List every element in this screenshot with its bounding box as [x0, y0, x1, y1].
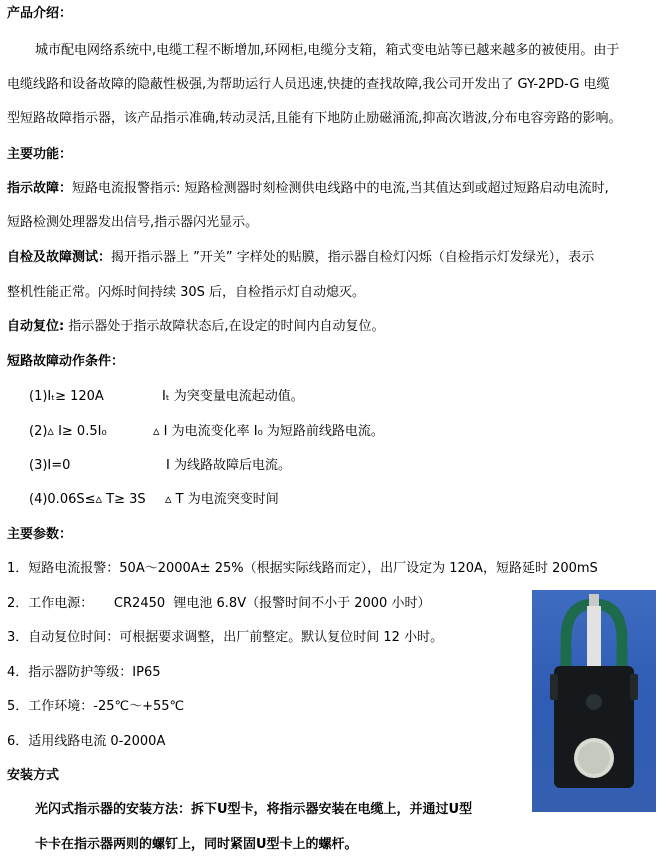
intro-line-2: 电缆线路和设备故障的隐蔽性极强,为帮助运行人员迅速,快捷的查找故障,我公司开发出了 GY-2PD-G 电缆 [7, 77, 610, 92]
fault-label: 指示故障： [7, 181, 73, 196]
reset-text: 指示器处于指示故障状态后,在设定的时间内自动复位。 [64, 319, 385, 334]
reset-line [7, 317, 384, 337]
condition-expr-3: (3)I=0 [29, 458, 71, 473]
intro-heading: 产品介绍： [7, 6, 73, 21]
param-item-6: 6．适用线路电流 0-2000A [7, 734, 166, 749]
condition-desc-4: ▵ T 为电流突变时间 [165, 492, 279, 507]
condition-expr-4: (4)0.06S≤▵ T≥ 3S [29, 492, 146, 507]
selfcheck-line [7, 248, 594, 268]
selfcheck-text: 揭开指示器上 ”开关” 字样处的贴膜，指示器自检灯闪烁（自检指示灯发绿光），表示 [111, 250, 595, 265]
fault-indicator-image [532, 590, 656, 812]
param-item-3: 3．自动复位时间：可根据要求调整，出厂前整定。默认复位时间 12 小时。 [7, 630, 444, 645]
reset-label: 自动复位: [7, 319, 65, 334]
intro-line-3: 型短路故障指示器，该产品指示准确,转动灵活,且能有下地防止励磁涌流,抑高次谐波,分布电容旁路的影响。 [7, 111, 622, 126]
condition-desc-3: I 为线路故障后电流。 [166, 458, 291, 473]
fault-text: 短路电流报警指示: 短路检测器时刻检测供电线路中的电流,当其值达到或超过短路启动电流时, [72, 181, 609, 196]
conditions-heading: 短路故障动作条件： [7, 354, 125, 369]
fault-line-2: 短路检测处理器发出信号,指示器闪光显示。 [7, 215, 259, 230]
param-item-4: 4．指示器防护等级：IP65 [7, 665, 161, 680]
condition-desc-2: ▵ I 为电流变化率 I₀ 为短路前线路电流。 [153, 424, 384, 439]
params-heading: 主要参数： [7, 527, 73, 542]
install-heading: 安装方式 [7, 768, 60, 783]
install-line-2: 卡卡在指示器两则的螺钉上，同时紧固U型卡上的螺杆。 [35, 837, 358, 852]
condition-expr-1: (1)Iₜ≥ 120A [29, 389, 104, 404]
param-item-1: 1．短路电流报警：50A～2000A± 25%（根据实际线路而定），出厂设定为 120A，短路延时 200mS [7, 561, 598, 576]
condition-expr-2: (2)▵ I≥ 0.5I₀ [29, 424, 107, 439]
intro-line-1: 城市配电网络系统中,电缆工程不断增加,环网柜,电缆分支箱，箱式变电站等已越来越多的被使用。由于 [35, 43, 620, 58]
install-line-1: 光闪式指示器的安装方法：拆下U型卡，将指示器安装在电缆上，并通过U型 [35, 802, 473, 817]
param-item-5: 5．工作环境：-25℃～+55℃ [7, 699, 185, 714]
fault-line [7, 179, 609, 199]
functions-heading: 主要功能： [7, 147, 73, 162]
selfcheck-label: 自检及故障测试： [7, 250, 112, 265]
param-item-2: 2．工作电源： CR2450 锂电池 6.8V（报警时间不小于 2000 小时） [7, 596, 431, 611]
selfcheck-line-2: 整机性能正常。闪烁时间持续 30S 后，自检指示灯自动熄灭。 [7, 285, 366, 300]
condition-desc-1: Iₜ 为突变量电流起动值。 [162, 389, 304, 404]
product-photo [532, 590, 656, 812]
